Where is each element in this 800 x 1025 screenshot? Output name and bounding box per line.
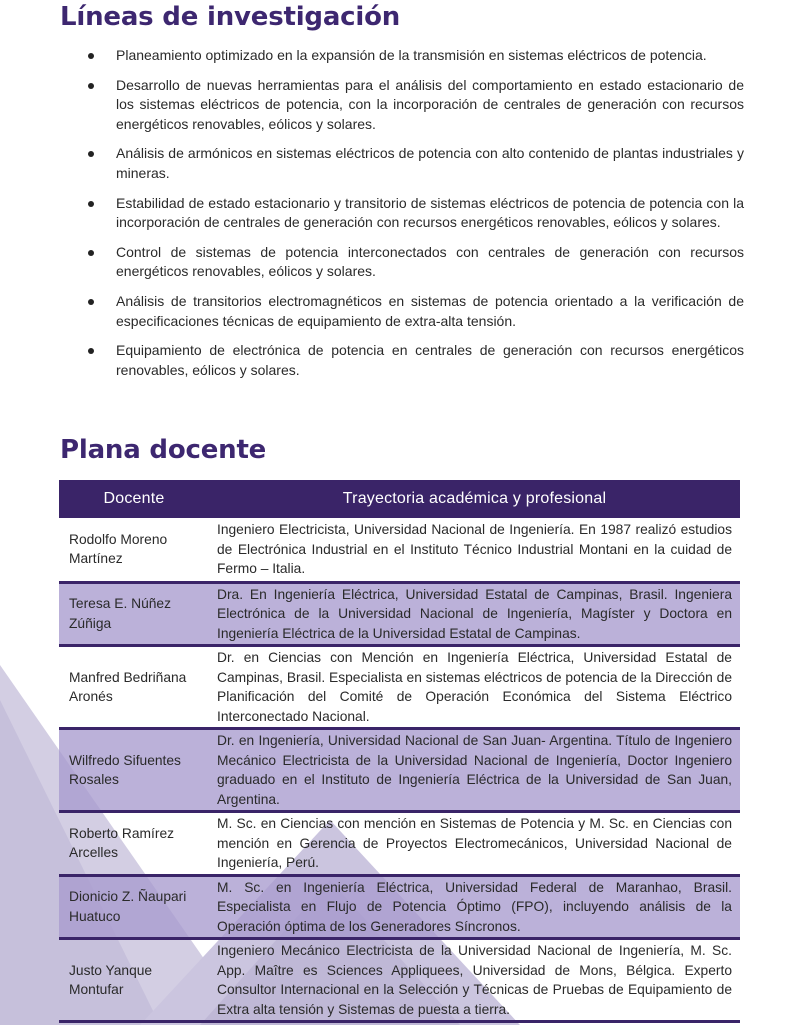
docente-name: Teresa E. Núñez Zúñiga <box>59 582 209 646</box>
research-line-item <box>88 144 744 183</box>
table-row <box>59 812 740 876</box>
research-line-item <box>88 341 744 380</box>
research-line-item <box>88 243 744 282</box>
research-line-text: Análisis de armónicos en sistemas eléctricos de potencia con alto contenido de plantas industriales y mineras. <box>116 145 744 181</box>
table-row <box>59 729 740 812</box>
plana-title: Plana docente <box>60 435 267 465</box>
table-row <box>59 875 740 939</box>
docente-name: Rodolfo Moreno Martínez <box>69 531 168 567</box>
research-lines-list <box>88 46 744 390</box>
research-line-item <box>88 292 744 331</box>
docente-name: Dionicio Z. Ñaupari Huatuco <box>59 875 209 939</box>
bullet-icon <box>88 151 94 157</box>
docente-name: Wilfredo Sifuentes Rosales <box>59 729 209 812</box>
bullet-icon <box>88 348 94 354</box>
docente-name: Roberto Ramírez Arcelles <box>69 825 175 861</box>
docente-name: Manfred Bedriñana Aronés <box>69 669 187 704</box>
bullet-icon <box>88 250 94 256</box>
faculty-table <box>59 480 740 1023</box>
research-line-text: Estabilidad de estado estacionario y transitorio de sistemas eléctricos de potencia de potencia con la incorporación de centrales de generación con recursos energéticos renovables, eólicos y solares. <box>116 194 744 231</box>
faculty-table-header <box>59 480 740 518</box>
research-line-item <box>88 46 744 66</box>
docente-trayectoria: Ingeniero Mecánico Electricista de la Universidad Nacional de Ingeniería, M. Sc. App. Maître es Sciences Appliquees, Universidad de Mons, Bélgica. Experto Consultor Internacional en la Selección y Técnicas de Pruebas de Equipamiento de Extra alta tensión y Sistemas de puesta a tierra. <box>217 943 732 1017</box>
table-row <box>59 646 740 729</box>
table-row <box>59 582 740 646</box>
table-row <box>59 939 740 1022</box>
research-line-text: Planeamiento optimizado en la expansión de la transmisión en sistemas eléctricos de potencia. <box>116 47 707 63</box>
header-trayectoria: Trayectoria académica y profesional <box>209 480 740 518</box>
table-row <box>59 518 740 582</box>
research-line-item <box>88 76 744 135</box>
docente-trayectoria: Dr. en Ingeniería, Universidad Nacional de San Juan- Argentina. Título de Ingeniero Mecánico Electricista de la Universidad Nacional de Ingeniería, Doctor Ingeniero graduado en el Instituto de Ingeniería Eléctrica de la Universidad de San Juan, Argentina. <box>209 729 740 812</box>
docente-trayectoria: M. Sc. en Ingeniería Eléctrica, Universidad Federal de Maranhao, Brasil. Especialista en Flujo de Potencia Óptimo (FPO), incluyendo análisis de la Operación óptima de los Generadores Síncronos. <box>209 875 740 939</box>
header-docente: Docente <box>59 480 209 518</box>
docente-trayectoria: M. Sc. en Ciencias con mención en Sistemas de Potencia y M. Sc. en Ciencias con mención en Gerencia de Proyectos Electromecánicos, Universidad Nacional de Ingeniería, Perú. <box>217 816 732 870</box>
docente-trayectoria: Dr. en Ciencias con Mención en Ingeniería Eléctrica, Universidad Estatal de Campinas, Brasil. Especialista en sistemas eléctricos de potencia de la Dirección de Planificación del Comité de Operación Económica del Sistema Eléctrico Interconectado Nacional. <box>217 650 732 724</box>
bullet-icon <box>88 53 94 59</box>
bullet-icon <box>88 299 94 305</box>
bullet-icon <box>88 83 94 89</box>
research-line-text: Control de sistemas de potencia interconectados con centrales de generación con recursos energéticos renovables, eólicos y solares. <box>116 243 744 280</box>
research-line-text: Equipamiento de electrónica de potencia en centrales de generación con recursos energéticos renovables, eólicos y solares. <box>116 342 744 378</box>
research-line-text: Desarrollo de nuevas herramientas para el análisis del comportamiento en estado estacionario de los sistemas eléctricos de potencia, con la incorporación de centrales de generación con recursos energéticos renovables, eólicos y solares. <box>116 76 744 132</box>
docente-trayectoria: Dra. En Ingeniería Eléctrica, Universidad Estatal de Campinas, Brasil. Ingeniera Electrónica de la Universidad Nacional de Ingeniería, Magíster y Doctora en Ingeniería Eléctrica de la Universidad Estatal de Campinas. <box>209 582 740 646</box>
research-line-text: Análisis de transitorios electromagnéticos en sistemas de potencia orientado a la verificación de especificaciones técnicas de equipamiento de extra-alta tensión. <box>116 292 744 329</box>
bullet-icon <box>88 201 94 207</box>
research-line-item <box>88 194 744 233</box>
docente-name: Justo Yanque Montufar <box>69 962 153 997</box>
lineas-title: Líneas de investigación <box>60 2 401 32</box>
docente-trayectoria: Ingeniero Electricista, Universidad Nacional de Ingeniería. En 1987 realizó estudios de Electrónica Industrial en el Instituto Técnico Industrial Montani en la cuidad de Fermo – Italia. <box>217 522 732 576</box>
